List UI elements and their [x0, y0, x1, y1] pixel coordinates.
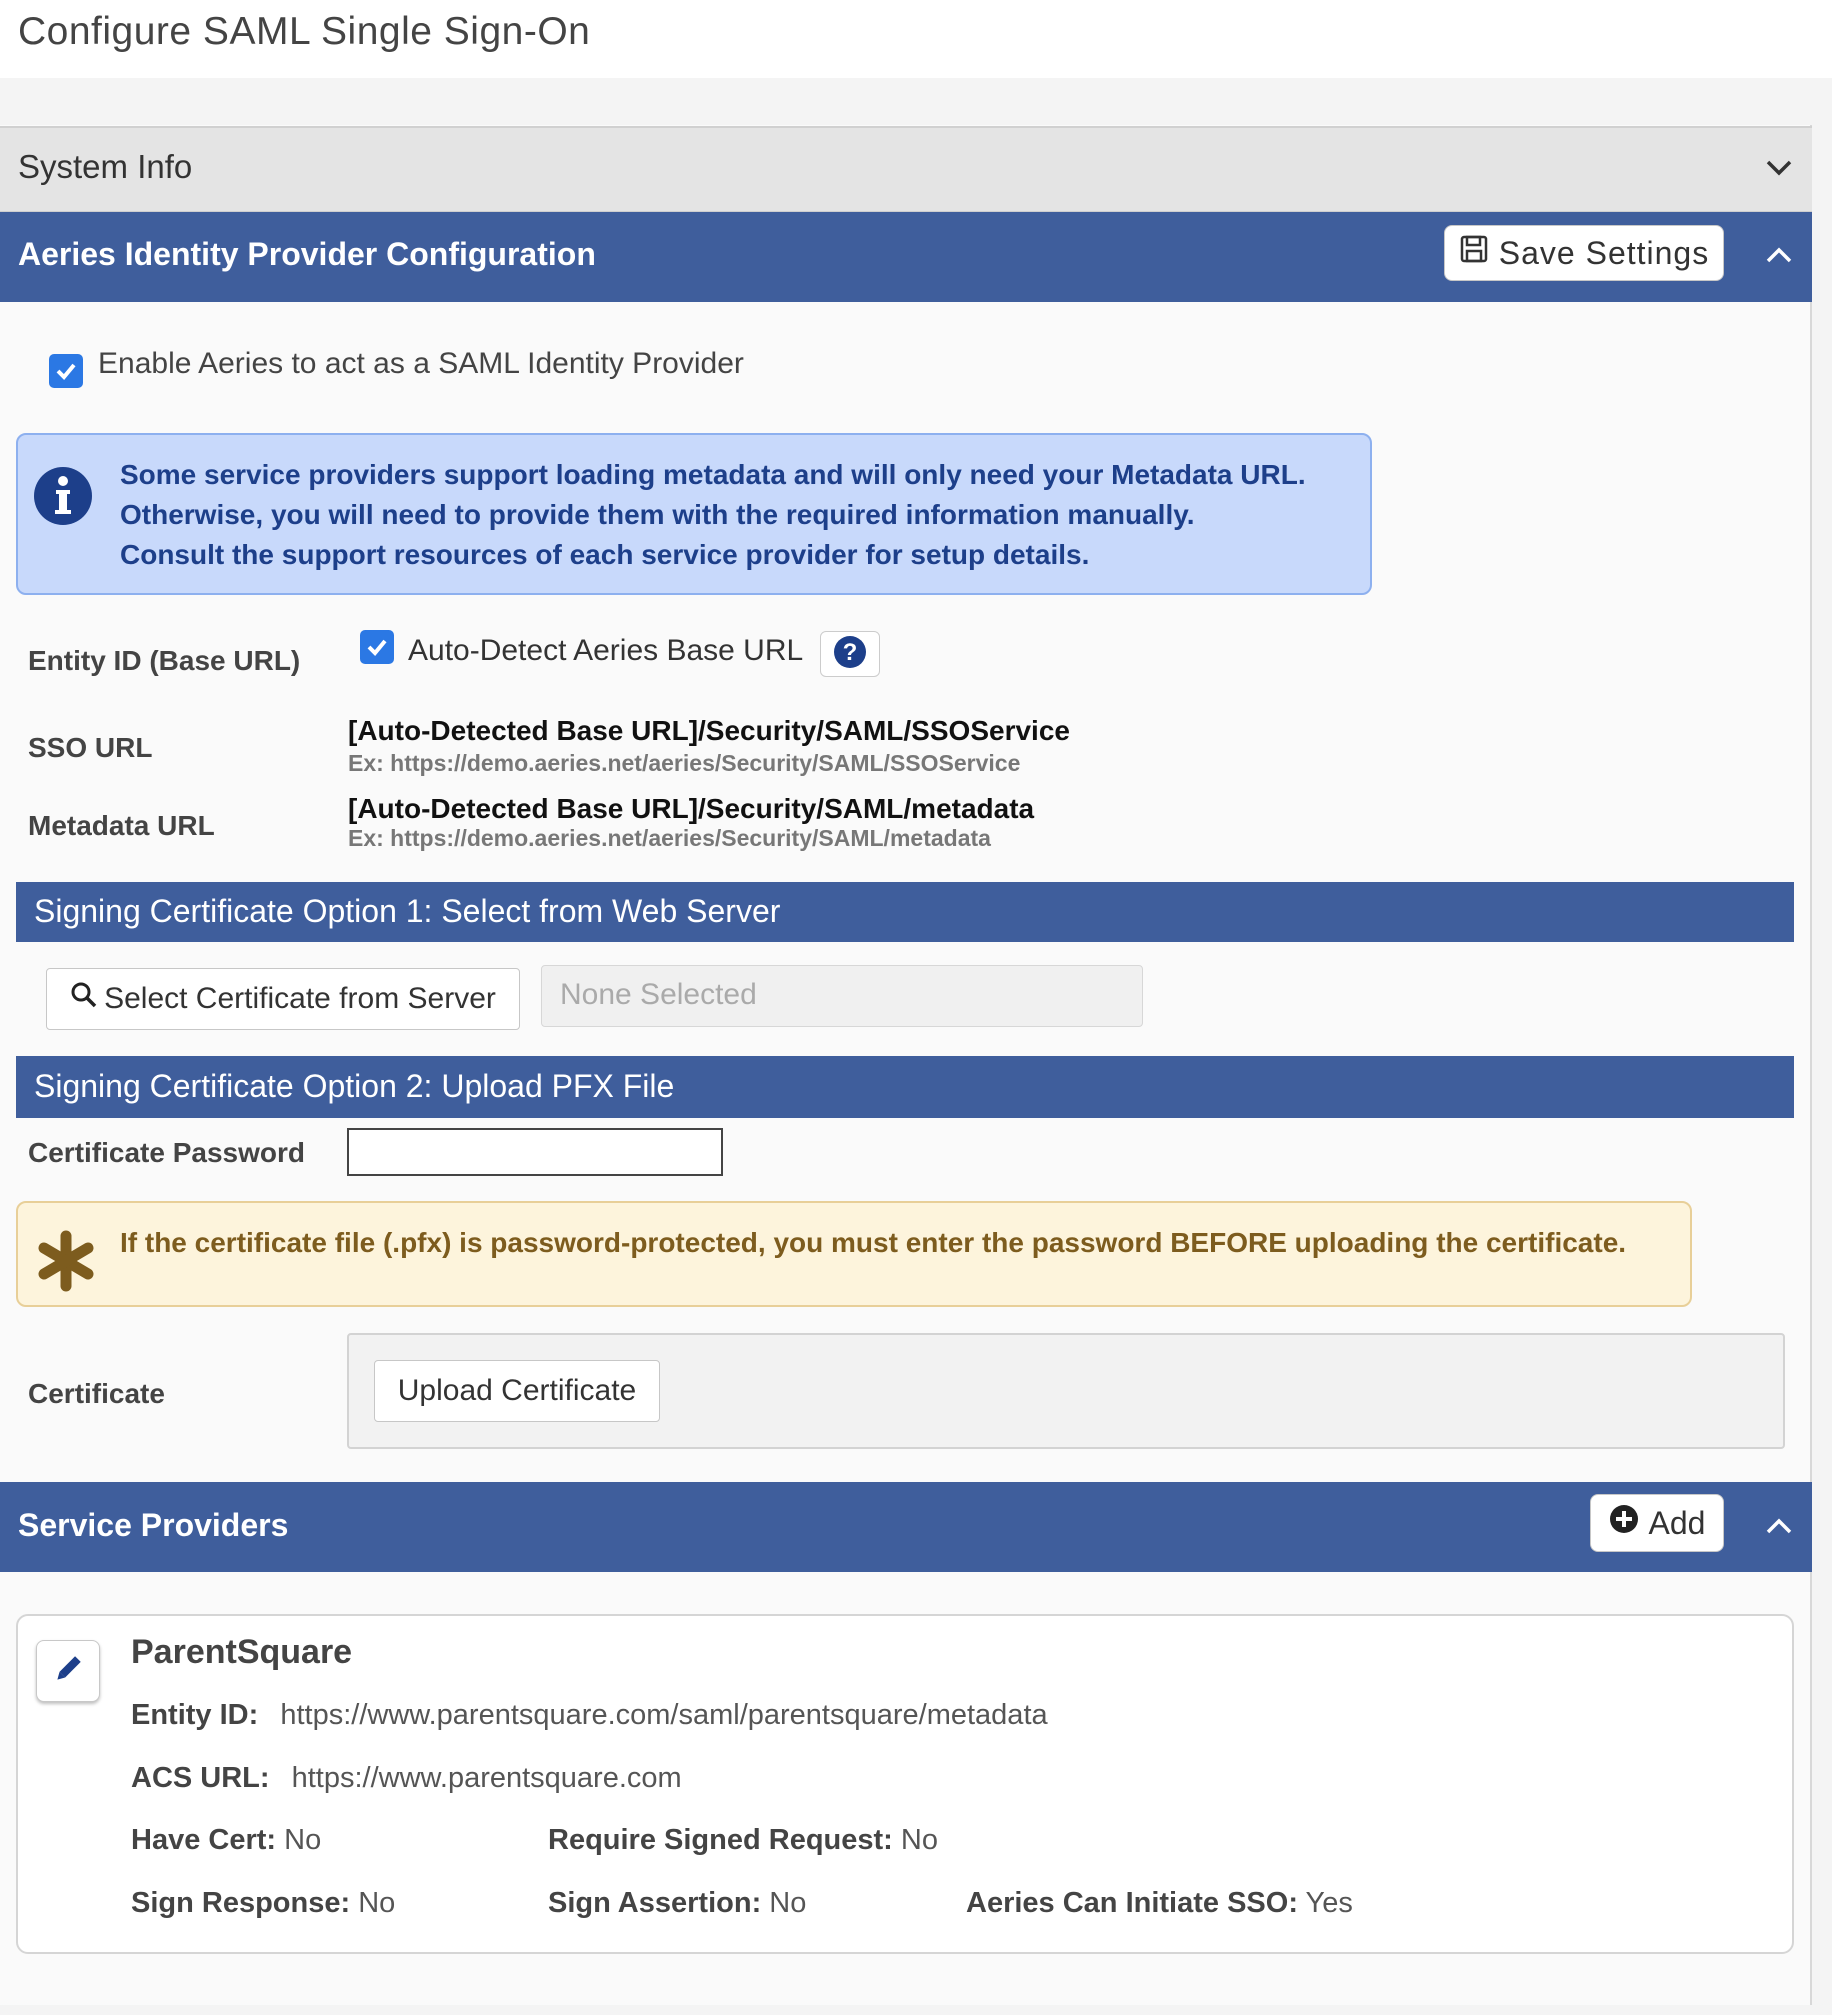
- service-providers-title: Service Providers: [18, 1507, 289, 1543]
- have-cert-value: No: [284, 1824, 322, 1856]
- add-provider-button[interactable]: [1590, 1494, 1724, 1552]
- can-initiate-value: Yes: [1305, 1887, 1353, 1919]
- idp-config-title: Aeries Identity Provider Configuration: [18, 236, 596, 272]
- upload-certificate-label: Upload Certificate: [397, 1374, 637, 1407]
- system-info-label: System Info: [18, 148, 193, 185]
- collapse-providers-icon[interactable]: [1762, 1510, 1796, 1544]
- save-settings-label: Save Settings: [1498, 234, 1710, 271]
- certificate-password-input[interactable]: [347, 1128, 723, 1176]
- sign-assertion-label: Sign Assertion:: [548, 1887, 762, 1919]
- select-certificate-button[interactable]: [46, 968, 520, 1030]
- metadata-url-value: [Auto-Detected Base URL]/Security/SAML/metadata: [348, 793, 1035, 824]
- have-cert-label: Have Cert:: [131, 1824, 277, 1856]
- provider-name: ParentSquare: [131, 1633, 353, 1671]
- save-settings-button[interactable]: [1444, 225, 1724, 281]
- enable-idp-label: Enable Aeries to act as a SAML Identity Provider: [98, 347, 744, 380]
- certificate-password-label: Certificate Password: [28, 1137, 305, 1168]
- plus-circle-icon: [1609, 1504, 1639, 1542]
- selected-certificate-field[interactable]: [541, 965, 1143, 1027]
- question-icon: [833, 635, 867, 674]
- provider-can-initiate: [966, 1887, 1353, 1920]
- require-signed-label: Require Signed Request:: [548, 1824, 893, 1856]
- can-initiate-label: Aeries Can Initiate SSO:: [966, 1887, 1298, 1919]
- require-signed-value: No: [900, 1824, 938, 1856]
- password-warning-text: If the certificate file (.pfx) is password-protected, you must enter the password BEFORE uploading the certificate.: [120, 1227, 1627, 1258]
- page-title: Configure SAML Single Sign-On: [18, 10, 591, 53]
- pencil-icon: [51, 1652, 85, 1691]
- entity-id-label: Entity ID (Base URL): [28, 645, 301, 676]
- provider-sign-assertion: [548, 1887, 806, 1920]
- selected-certificate-placeholder: None Selected: [560, 978, 757, 1011]
- provider-have-cert: [131, 1824, 321, 1857]
- info-line: Some service providers support loading metadata and will only need your Metadata URL.: [120, 459, 1306, 490]
- help-button[interactable]: [820, 631, 880, 677]
- collapse-idp-icon[interactable]: [1762, 239, 1796, 273]
- save-icon: [1459, 234, 1489, 272]
- system-info-header[interactable]: [0, 126, 1812, 212]
- provider-acs-url: [131, 1762, 682, 1795]
- upload-certificate-button[interactable]: [374, 1360, 660, 1422]
- auto-detect-label: Auto-Detect Aeries Base URL: [408, 634, 804, 667]
- sso-url-value: [Auto-Detected Base URL]/Security/SAML/SSOService: [348, 715, 1070, 746]
- provider-acs-url-label: ACS URL:: [131, 1762, 270, 1794]
- metadata-url-example: Ex: https://demo.aeries.net/aeries/Security/SAML/metadata: [348, 825, 991, 851]
- provider-entity-id-value: https://www.parentsquare.com/saml/parentsquare/metadata: [280, 1699, 1048, 1731]
- sign-response-value: No: [358, 1887, 396, 1919]
- edit-provider-button[interactable]: [36, 1640, 100, 1702]
- add-provider-label: Add: [1648, 1504, 1706, 1541]
- sso-url-example: Ex: https://demo.aeries.net/aeries/Security/SAML/SSOService: [348, 750, 1021, 776]
- search-icon: [70, 981, 98, 1017]
- info-icon: [33, 466, 93, 526]
- metadata-url-label: Metadata URL: [28, 810, 215, 841]
- auto-detect-checkbox[interactable]: [360, 630, 394, 664]
- sign-assertion-value: No: [769, 1887, 807, 1919]
- info-line: Otherwise, you will need to provide them with the required information manually.: [120, 499, 1195, 530]
- info-text: [120, 455, 1306, 575]
- chevron-down-icon[interactable]: [1762, 150, 1796, 184]
- provider-entity-id: [131, 1699, 1048, 1732]
- cert-option2-title: Signing Certificate Option 2: Upload PFX File: [34, 1068, 675, 1104]
- provider-acs-url-value: https://www.parentsquare.com: [291, 1762, 682, 1794]
- certificate-label: Certificate: [28, 1378, 165, 1409]
- provider-entity-id-label: Entity ID:: [131, 1699, 259, 1731]
- sign-response-label: Sign Response:: [131, 1887, 351, 1919]
- select-certificate-label: Select Certificate from Server: [104, 982, 496, 1015]
- cert-option1-title: Signing Certificate Option 1: Select from Web Server: [34, 893, 781, 929]
- sso-url-label: SSO URL: [28, 732, 153, 763]
- provider-sign-response: [131, 1887, 395, 1920]
- provider-require-signed: [548, 1824, 938, 1857]
- info-line: Consult the support resources of each service provider for setup details.: [120, 539, 1090, 570]
- svg-text:?: ?: [842, 638, 858, 666]
- enable-idp-checkbox[interactable]: [49, 354, 83, 388]
- asterisk-icon: [35, 1230, 97, 1292]
